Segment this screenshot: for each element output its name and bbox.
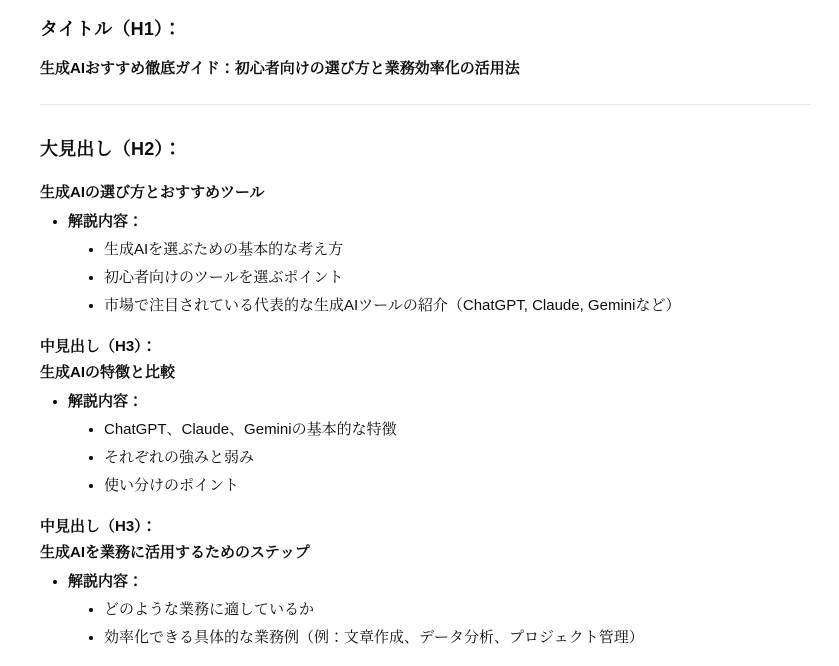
outline-section-1 <box>40 180 810 320</box>
list-item: • 効率化できる具体的な業務例（例：文章作成、データ分析、プロジェクト管理） <box>104 624 810 652</box>
list-item: • 生成AIを選ぶための基本的な考え方 <box>104 236 810 264</box>
bullet-label-item <box>68 208 810 320</box>
section-heading <box>40 334 810 386</box>
section-list <box>40 568 810 652</box>
list-item: • 使い分けのポイント <box>104 472 810 500</box>
h1-section-label: タイトル（H1）： <box>40 19 182 39</box>
list-item: • ChatGPT、Claude、Geminiの基本的な特徴 <box>104 416 810 444</box>
article-title: 生成AIおすすめ徹底ガイド：初心者向けの選び方と業務効率化の活用法 <box>40 60 520 77</box>
section-heading-label: 中見出し（H3）： <box>40 338 157 355</box>
bullet-label-item <box>68 568 810 652</box>
section-heading-label: 中見出し（H3）： <box>40 518 157 535</box>
section-title: 生成AIの特徴と比較 <box>40 364 176 381</box>
section-divider <box>40 104 810 105</box>
section-heading <box>40 514 810 566</box>
h2-section-label: 大見出し（H2）： <box>40 139 182 159</box>
bullet-label: 解説内容： <box>68 393 144 410</box>
bullet-label: 解説内容： <box>68 213 144 230</box>
sub-list <box>68 236 810 320</box>
section-heading <box>40 180 810 206</box>
outline-section-2 <box>40 334 810 500</box>
list-item: • 市場で注目されている代表的な生成AIツールの紹介（ChatGPT, Claude, Geminiなど） <box>104 292 810 320</box>
outline-section-3 <box>40 514 810 652</box>
section-title: 生成AIを業務に活用するためのステップ <box>40 544 310 561</box>
bullet-label-item <box>68 388 810 500</box>
list-item: • 初心者向けのツールを選ぶポイント <box>104 264 810 292</box>
sub-list <box>68 596 810 652</box>
section-list <box>40 208 810 320</box>
list-item: • それぞれの強みと弱み <box>104 444 810 472</box>
sub-list <box>68 416 810 500</box>
list-item: • どのような業務に適しているか <box>104 596 810 624</box>
section-list <box>40 388 810 500</box>
bullet-label: 解説内容： <box>68 573 144 590</box>
section-title: 生成AIの選び方とおすすめツール <box>40 184 265 201</box>
